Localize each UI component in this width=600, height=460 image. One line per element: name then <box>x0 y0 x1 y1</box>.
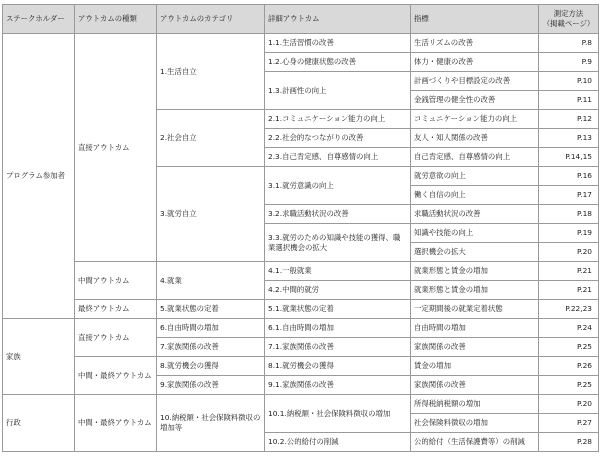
page-cell: P.21 <box>539 262 599 281</box>
indicator-cell: 体力・健康の改善 <box>411 53 539 72</box>
page-cell: P.8 <box>539 34 599 53</box>
page-cell: P.22,23 <box>539 300 599 319</box>
table-row <box>3 34 599 53</box>
detail-cell: 8.1.就労機会の獲得 <box>265 357 411 376</box>
detail-cell: 2.2.社会的なつながりの改善 <box>265 129 411 148</box>
indicator-cell: 公的給付（生活保護費等）の削減 <box>411 433 539 452</box>
page-cell: P.10 <box>539 72 599 91</box>
indicator-cell: 一定期間後の就業定着状態 <box>411 300 539 319</box>
detail-cell: 10.1.納税額・社会保険料徴収の増加 <box>265 395 411 433</box>
indicator-cell: 就労意欲の向上 <box>411 167 539 186</box>
category-cell: 10.納税額・社会保険料徴収の増加等 <box>157 395 265 452</box>
page-cell: P.17 <box>539 186 599 205</box>
category-cell: 1.生活自立 <box>157 34 265 110</box>
page-cell: P.21 <box>539 281 599 300</box>
detail-cell: 1.3.計画性の向上 <box>265 72 411 110</box>
indicator-cell: 知識や技能の向上 <box>411 224 539 243</box>
stakeholder-cell: プログラム参加者 <box>3 34 75 319</box>
outcome-type-cell: 中間・最終アウトカム <box>75 395 157 452</box>
outcome-table <box>2 4 599 452</box>
detail-cell: 2.1.コミュニケーション能力の向上 <box>265 110 411 129</box>
detail-cell: 3.3.就労のための知識や技能の獲得、職業選択機会の拡大 <box>265 224 411 262</box>
page-cell: P.27 <box>539 414 599 433</box>
stakeholder-cell: 行政 <box>3 395 75 452</box>
page-cell: P.28 <box>539 433 599 452</box>
detail-cell: 7.1.家族関係の改善 <box>265 338 411 357</box>
detail-cell: 3.1.就労意識の向上 <box>265 167 411 205</box>
header-indicator: 指標 <box>411 5 539 34</box>
indicator-cell: 自己肯定感、自尊感情の向上 <box>411 148 539 167</box>
page-cell: P.9 <box>539 53 599 72</box>
category-cell: 7.家族関係の改善 <box>157 338 265 357</box>
header-stakeholder: ステークホルダー <box>3 5 75 34</box>
indicator-cell: 就業形態と賃金の増加 <box>411 281 539 300</box>
page-cell: P.13 <box>539 129 599 148</box>
detail-cell: 5.1.就業状態の定着 <box>265 300 411 319</box>
category-cell: 2.社会自立 <box>157 110 265 167</box>
table-row <box>3 300 599 319</box>
table-row <box>3 357 599 376</box>
indicator-cell: 社会保険料徴収の増加 <box>411 414 539 433</box>
detail-cell: 10.2.公的給付の削減 <box>265 433 411 452</box>
header-outcome-category: アウトカムのカテゴリ <box>157 5 265 34</box>
indicator-cell: 選択機会の拡大 <box>411 243 539 262</box>
page-cell: P.25 <box>539 376 599 395</box>
category-cell: 8.就労機会の獲得 <box>157 357 265 376</box>
detail-cell: 9.1.家族関係の改善 <box>265 376 411 395</box>
detail-cell: 6.1.自由時間の増加 <box>265 319 411 338</box>
detail-cell: 1.2.心身の健康状態の改善 <box>265 53 411 72</box>
detail-cell: 2.3.自己肯定感、自尊感情の向上 <box>265 148 411 167</box>
header-row <box>3 5 599 34</box>
page-cell: P.16 <box>539 167 599 186</box>
page-cell: P.18 <box>539 205 599 224</box>
page-cell: P.26 <box>539 357 599 376</box>
outcome-type-cell: 直接アウトカム <box>75 319 157 357</box>
indicator-cell: 生活リズムの改善 <box>411 34 539 53</box>
page-cell: P.14,15 <box>539 148 599 167</box>
indicator-cell: 友人・知人関係の改善 <box>411 129 539 148</box>
detail-cell: 3.2.求職活動状況の改善 <box>265 205 411 224</box>
page-cell: P.19 <box>539 224 599 243</box>
indicator-cell: 計画づくりや目標設定の改善 <box>411 72 539 91</box>
indicator-cell: 賃金の増加 <box>411 357 539 376</box>
header-detailed-outcome: 詳細アウトカム <box>265 5 411 34</box>
page-cell: P.25 <box>539 338 599 357</box>
indicator-cell: 所得税納税額の増加 <box>411 395 539 414</box>
indicator-cell: 働く自信の向上 <box>411 186 539 205</box>
detail-cell: 4.1.一般就業 <box>265 262 411 281</box>
outcome-type-cell: 最終アウトカム <box>75 300 157 319</box>
indicator-cell: 自由時間の増加 <box>411 319 539 338</box>
page-cell: P.24 <box>539 319 599 338</box>
detail-cell: 1.1.生活習慣の改善 <box>265 34 411 53</box>
category-cell: 3.就労自立 <box>157 167 265 262</box>
header-outcome-type: アウトカムの種類 <box>75 5 157 34</box>
category-cell: 4.就業 <box>157 262 265 300</box>
indicator-cell: 金銭管理の健全性の改善 <box>411 91 539 110</box>
header-measurement: 測定方法 （掲載ページ） <box>539 5 599 34</box>
page-cell: P.11 <box>539 91 599 110</box>
outcome-type-cell: 直接アウトカム <box>75 34 157 262</box>
stakeholder-cell: 家族 <box>3 319 75 395</box>
category-cell: 5.就業状態の定着 <box>157 300 265 319</box>
category-cell: 6.自由時間の増加 <box>157 319 265 338</box>
category-cell: 9.家族関係の改善 <box>157 376 265 395</box>
outcome-type-cell: 中間アウトカム <box>75 262 157 300</box>
page-cell: P.20 <box>539 395 599 414</box>
indicator-cell: 就業形態と賃金の増加 <box>411 262 539 281</box>
outcome-type-cell: 中間・最終アウトカム <box>75 357 157 395</box>
page-cell: P.12 <box>539 110 599 129</box>
table-row <box>3 262 599 281</box>
table-row <box>3 319 599 338</box>
indicator-cell: 求職活動状況の改善 <box>411 205 539 224</box>
table-row <box>3 395 599 414</box>
indicator-cell: 家族関係の改善 <box>411 338 539 357</box>
indicator-cell: 家族関係の改善 <box>411 376 539 395</box>
indicator-cell: コミュニケーション能力の向上 <box>411 110 539 129</box>
detail-cell: 4.2.中間的就労 <box>265 281 411 300</box>
page-cell: P.20 <box>539 243 599 262</box>
